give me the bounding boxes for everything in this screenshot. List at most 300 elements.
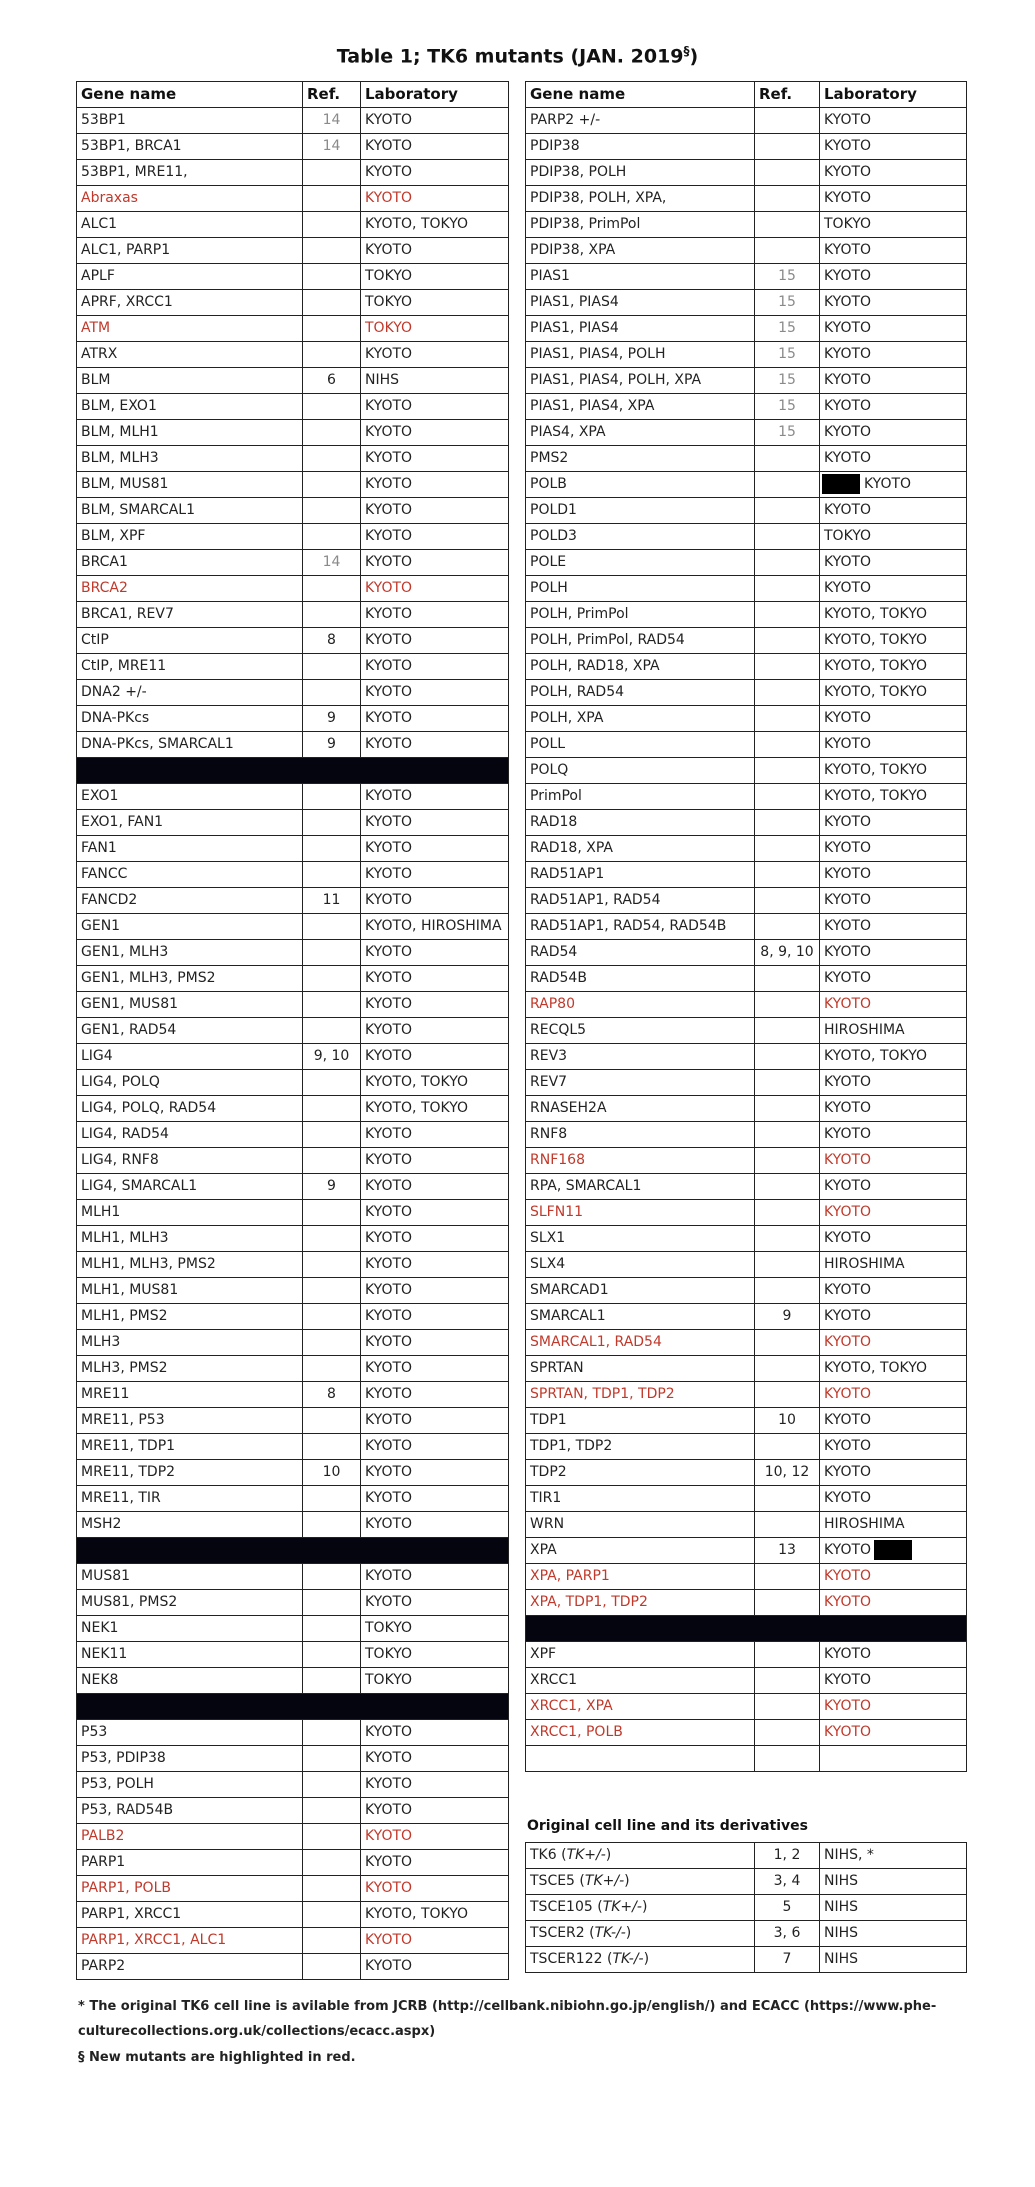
laboratory-label: KYOTO, HIROSHIMA <box>365 918 502 934</box>
table-row <box>526 1226 967 1252</box>
gene-name-cell: MLH1 <box>77 1200 303 1226</box>
table-row <box>77 550 509 576</box>
gene-name-cell: APLF <box>77 264 303 290</box>
laboratory-cell <box>361 238 509 264</box>
ref-cell <box>303 290 361 316</box>
table-row <box>526 1538 967 1564</box>
laboratory-label: KYOTO <box>824 1152 872 1168</box>
table-row <box>77 498 509 524</box>
gene-name-cell: BLM, MLH3 <box>77 446 303 472</box>
table-row <box>526 888 967 914</box>
laboratory-label: KYOTO <box>365 1958 413 1974</box>
laboratory-cell <box>361 1356 509 1382</box>
laboratory-label: KYOTO <box>365 1412 413 1428</box>
ref-cell <box>755 1148 820 1174</box>
highlight-note: § New mutants are highlighted in red. <box>78 2050 356 2065</box>
gene-name-cell: MUS81, PMS2 <box>77 1590 303 1616</box>
table-row <box>77 524 509 550</box>
table-row <box>77 160 509 186</box>
table-row <box>77 108 509 134</box>
gene-name-cell: FAN1 <box>77 836 303 862</box>
laboratory-label: KYOTO <box>365 632 413 648</box>
gene-name-cell: RNF8 <box>526 1122 755 1148</box>
table-row <box>526 238 967 264</box>
cell-line-name: TSCER2 <box>530 1925 585 1941</box>
laboratory-label: KYOTO <box>365 1724 413 1740</box>
table-row <box>77 862 509 888</box>
table-row <box>526 1843 967 1869</box>
ref-cell <box>755 1174 820 1200</box>
ref-cell: 14 <box>303 550 361 576</box>
laboratory-cell <box>361 1252 509 1278</box>
ref-cell <box>303 1018 361 1044</box>
table-row <box>77 1304 509 1330</box>
table-row <box>77 628 509 654</box>
laboratory-label: KYOTO <box>824 996 872 1012</box>
table-row <box>77 264 509 290</box>
table-row <box>77 940 509 966</box>
ref-cell <box>303 316 361 342</box>
table-row <box>526 1200 967 1226</box>
laboratory-cell <box>820 342 967 368</box>
ref-cell <box>755 446 820 472</box>
gene-name-cell: GEN1, MLH3, PMS2 <box>77 966 303 992</box>
laboratory-label: KYOTO <box>365 892 413 908</box>
laboratory-cell <box>820 368 967 394</box>
gene-name-cell: EXO1 <box>77 784 303 810</box>
laboratory-cell <box>361 836 509 862</box>
laboratory-cell <box>820 1538 967 1564</box>
cell-line-cell <box>526 1895 755 1921</box>
laboratory-label: KYOTO <box>365 996 413 1012</box>
table-row <box>526 628 967 654</box>
genotype-label: (TK+/-) <box>574 1873 630 1889</box>
ref-cell <box>303 498 361 524</box>
gene-name-cell: EXO1, FAN1 <box>77 810 303 836</box>
ref-cell <box>303 394 361 420</box>
table-row <box>526 1486 967 1512</box>
gene-name-cell: WRN <box>526 1512 755 1538</box>
gene-name-cell: PIAS4, XPA <box>526 420 755 446</box>
gene-name-cell: CtIP, MRE11 <box>77 654 303 680</box>
laboratory-cell <box>820 472 967 498</box>
laboratory-cell <box>361 368 509 394</box>
left-mutant-table <box>76 81 509 1980</box>
table-row <box>77 238 509 264</box>
gene-name-cell: SLX1 <box>526 1226 755 1252</box>
gene-name-cell: BRCA1, REV7 <box>77 602 303 628</box>
table-row <box>526 1590 967 1616</box>
gene-name-cell: PMS2 <box>526 446 755 472</box>
laboratory-cell <box>361 1382 509 1408</box>
ref-cell <box>755 1720 820 1746</box>
ref-cell: 15 <box>755 290 820 316</box>
gene-name-cell: XPA, PARP1 <box>526 1564 755 1590</box>
ref-cell <box>303 1356 361 1382</box>
table-row <box>526 550 967 576</box>
gene-name-cell: POLH, PrimPol, RAD54 <box>526 628 755 654</box>
ref-cell: 10, 12 <box>755 1460 820 1486</box>
laboratory-label: KYOTO <box>824 1672 872 1688</box>
table-row <box>526 1746 967 1772</box>
table-row <box>77 706 509 732</box>
laboratory-header: Laboratory <box>820 82 967 108</box>
ref-cell <box>755 524 820 550</box>
laboratory-label: KYOTO <box>365 814 413 830</box>
laboratory-cell <box>361 134 509 160</box>
gene-name-cell <box>526 1746 755 1772</box>
laboratory-cell <box>361 1954 509 1980</box>
laboratory-cell <box>361 1642 509 1668</box>
laboratory-cell <box>361 264 509 290</box>
gene-name-cell: 53BP1 <box>77 108 303 134</box>
table-row <box>77 810 509 836</box>
gene-name-cell: SPRTAN, TDP1, TDP2 <box>526 1382 755 1408</box>
laboratory-label: KYOTO <box>824 268 872 284</box>
gene-name-cell: GEN1 <box>77 914 303 940</box>
gene-name-cell: RAD51AP1, RAD54 <box>526 888 755 914</box>
laboratory-label: KYOTO <box>365 684 413 700</box>
ref-cell <box>303 602 361 628</box>
laboratory-cell <box>361 1096 509 1122</box>
laboratory-cell <box>361 706 509 732</box>
laboratory-cell <box>820 1122 967 1148</box>
gene-name-cell: MLH1, PMS2 <box>77 1304 303 1330</box>
laboratory-cell <box>361 1798 509 1824</box>
availability-note: * The original TK6 cell line is avilable from JCRB (http://cellbank.nibiohn.go.jp/english/) and ECACC (https://www.phe-culturecollections.org.uk/collections/ecacc.aspx) <box>78 1999 937 2039</box>
gene-name-cell: PrimPol <box>526 784 755 810</box>
laboratory-cell <box>820 1070 967 1096</box>
laboratory-label: KYOTO <box>824 346 872 362</box>
table-row <box>77 888 509 914</box>
redaction-mark <box>874 1540 912 1560</box>
laboratory-label: KYOTO <box>824 1334 872 1350</box>
table-row <box>526 1018 967 1044</box>
table-row <box>526 472 967 498</box>
gene-name-cell: POLQ <box>526 758 755 784</box>
table-row <box>526 1174 967 1200</box>
laboratory-label: KYOTO <box>824 1282 872 1298</box>
gene-name-header: Gene name <box>526 82 755 108</box>
ref-cell <box>755 1486 820 1512</box>
laboratory-label: KYOTO <box>824 1386 872 1402</box>
laboratory-cell <box>820 888 967 914</box>
gene-name-cell: POLB <box>526 472 755 498</box>
ref-header: Ref. <box>755 82 820 108</box>
laboratory-cell <box>361 160 509 186</box>
ref-cell: 9 <box>303 1174 361 1200</box>
laboratory-label: KYOTO <box>365 164 413 180</box>
laboratory-cell <box>820 1694 967 1720</box>
table-row <box>526 316 967 342</box>
gene-name-cell: CtIP <box>77 628 303 654</box>
gene-name-cell: SPRTAN <box>526 1356 755 1382</box>
ref-cell <box>303 654 361 680</box>
table-row <box>526 1382 967 1408</box>
laboratory-cell <box>820 1642 967 1668</box>
laboratory-label: KYOTO, TOKYO <box>365 1100 469 1116</box>
gene-name-cell: DNA2 +/- <box>77 680 303 706</box>
ref-cell <box>755 758 820 784</box>
ref-cell <box>755 1382 820 1408</box>
gene-name-cell: P53, POLH <box>77 1772 303 1798</box>
laboratory-label: KYOTO <box>824 1594 872 1610</box>
laboratory-cell <box>361 498 509 524</box>
laboratory-cell <box>361 914 509 940</box>
table-row <box>526 1044 967 1070</box>
laboratory-label: KYOTO <box>824 502 872 518</box>
table-row <box>526 108 967 134</box>
ref-cell <box>755 992 820 1018</box>
ref-cell <box>755 602 820 628</box>
laboratory-cell <box>820 1668 967 1694</box>
laboratory-cell <box>361 966 509 992</box>
ref-cell <box>755 862 820 888</box>
gene-name-cell: PARP1, POLB <box>77 1876 303 1902</box>
ref-cell <box>303 1928 361 1954</box>
ref-cell <box>303 810 361 836</box>
laboratory-label: KYOTO <box>824 164 872 180</box>
table-row <box>526 1096 967 1122</box>
ref-cell <box>755 108 820 134</box>
gene-name-cell: APRF, XRCC1 <box>77 290 303 316</box>
laboratory-label: KYOTO <box>365 580 413 596</box>
table-row <box>526 420 967 446</box>
ref-cell: 15 <box>755 264 820 290</box>
laboratory-label: KYOTO <box>824 1074 872 1090</box>
table-row <box>77 1070 509 1096</box>
laboratory-label: KYOTO, TOKYO <box>365 216 469 232</box>
gene-name-cell: P53, RAD54B <box>77 1798 303 1824</box>
redaction-bar <box>77 758 509 784</box>
gene-name-cell: REV3 <box>526 1044 755 1070</box>
table-row <box>526 1434 967 1460</box>
ref-cell <box>303 1486 361 1512</box>
laboratory-cell <box>820 394 967 420</box>
table-row <box>77 472 509 498</box>
ref-cell <box>303 576 361 602</box>
gene-name-cell: POLH, PrimPol <box>526 602 755 628</box>
ref-cell <box>303 940 361 966</box>
laboratory-cell <box>361 1278 509 1304</box>
genotype-label: (TK-/-) <box>602 1951 650 1967</box>
laboratory-cell <box>361 1512 509 1538</box>
laboratory-cell <box>820 758 967 784</box>
laboratory-cell <box>361 1590 509 1616</box>
genotype-value: TK+/- <box>602 1899 642 1915</box>
gene-name-cell: 53BP1, BRCA1 <box>77 134 303 160</box>
laboratory-label: KYOTO <box>365 970 413 986</box>
gene-name-cell: MRE11, TIR <box>77 1486 303 1512</box>
table-row <box>77 342 509 368</box>
laboratory-label: TOKYO <box>824 216 872 232</box>
ref-cell <box>755 654 820 680</box>
laboratory-label: KYOTO <box>365 1152 413 1168</box>
table-row <box>77 1798 509 1824</box>
laboratory-label: KYOTO, TOKYO <box>824 684 928 700</box>
laboratory-label: KYOTO <box>365 710 413 726</box>
ref-cell <box>303 1798 361 1824</box>
gene-name-cell: BLM, MLH1 <box>77 420 303 446</box>
table-row <box>77 1044 509 1070</box>
table-row <box>77 446 509 472</box>
gene-name-cell: GEN1, RAD54 <box>77 1018 303 1044</box>
gene-name-cell: MRE11 <box>77 1382 303 1408</box>
table-row <box>526 758 967 784</box>
laboratory-cell <box>820 966 967 992</box>
laboratory-cell <box>820 1356 967 1382</box>
laboratory-cell <box>820 420 967 446</box>
ref-cell: 10 <box>303 1460 361 1486</box>
table-row <box>77 784 509 810</box>
table-row <box>526 160 967 186</box>
ref-cell <box>303 914 361 940</box>
table-row <box>77 654 509 680</box>
table-row <box>77 1512 509 1538</box>
laboratory-header: Laboratory <box>361 82 509 108</box>
table-row <box>526 446 967 472</box>
laboratory-label: KYOTO <box>365 866 413 882</box>
ref-cell <box>755 1668 820 1694</box>
table-row <box>77 134 509 160</box>
laboratory-cell <box>361 810 509 836</box>
ref-cell: 15 <box>755 316 820 342</box>
laboratory-label: KYOTO <box>824 736 872 752</box>
laboratory-cell <box>361 1720 509 1746</box>
laboratory-cell <box>361 1876 509 1902</box>
table-row <box>77 1122 509 1148</box>
table-row <box>77 1278 509 1304</box>
ref-cell <box>755 212 820 238</box>
laboratory-label: KYOTO <box>365 1022 413 1038</box>
laboratory-cell <box>361 316 509 342</box>
gene-name-cell: PIAS1 <box>526 264 755 290</box>
laboratory-cell <box>361 108 509 134</box>
laboratory-cell: NIHS <box>820 1947 967 1973</box>
ref-cell <box>755 1564 820 1590</box>
gene-name-cell: RNASEH2A <box>526 1096 755 1122</box>
table-row <box>526 992 967 1018</box>
ref-cell <box>303 966 361 992</box>
ref-cell: 9, 10 <box>303 1044 361 1070</box>
ref-cell <box>303 992 361 1018</box>
genotype-label: (TK+/-) <box>592 1899 648 1915</box>
gene-name-cell: MRE11, P53 <box>77 1408 303 1434</box>
gene-name-cell: PARP1 <box>77 1850 303 1876</box>
ref-cell: 8 <box>303 1382 361 1408</box>
laboratory-label: KYOTO, TOKYO <box>824 762 928 778</box>
gene-name-cell: TDP2 <box>526 1460 755 1486</box>
laboratory-label: KYOTO <box>824 1438 872 1454</box>
table-row <box>77 212 509 238</box>
laboratory-label: KYOTO <box>365 1438 413 1454</box>
genotype-value: TK-/- <box>594 1925 626 1941</box>
laboratory-cell <box>361 186 509 212</box>
laboratory-cell <box>820 1408 967 1434</box>
table-row <box>526 914 967 940</box>
laboratory-cell <box>361 940 509 966</box>
ref-cell: 11 <box>303 888 361 914</box>
ref-cell <box>303 1408 361 1434</box>
ref-header: Ref. <box>303 82 361 108</box>
laboratory-cell <box>361 992 509 1018</box>
ref-cell <box>755 888 820 914</box>
laboratory-label: KYOTO <box>365 1594 413 1610</box>
table-row <box>77 1356 509 1382</box>
ref-cell <box>303 1148 361 1174</box>
ref-cell <box>303 1070 361 1096</box>
laboratory-cell <box>361 784 509 810</box>
redaction-bar <box>77 1538 509 1564</box>
ref-cell: 14 <box>303 134 361 160</box>
laboratory-label: HIROSHIMA <box>824 1022 905 1038</box>
ref-cell <box>755 810 820 836</box>
ref-cell <box>755 1356 820 1382</box>
genotype-value: TK+/- <box>584 1873 625 1889</box>
gene-name-cell: SLFN11 <box>526 1200 755 1226</box>
laboratory-label: KYOTO <box>365 658 413 674</box>
ref-cell <box>303 1642 361 1668</box>
gene-name-header: Gene name <box>77 82 303 108</box>
laboratory-cell <box>361 680 509 706</box>
laboratory-label: TOKYO <box>365 320 413 336</box>
ref-cell <box>303 1200 361 1226</box>
laboratory-label: KYOTO, TOKYO <box>824 1360 928 1376</box>
gene-name-cell: POLH, XPA <box>526 706 755 732</box>
laboratory-cell <box>820 810 967 836</box>
laboratory-cell <box>361 1044 509 1070</box>
table-row <box>77 1746 509 1772</box>
gene-name-cell: PARP2 <box>77 1954 303 1980</box>
header-row <box>77 82 509 108</box>
gene-name-cell: PIAS1, PIAS4 <box>526 290 755 316</box>
gene-name-cell: RAD51AP1 <box>526 862 755 888</box>
gene-name-cell: RAD54B <box>526 966 755 992</box>
original-cell-line-table <box>525 1842 967 1973</box>
laboratory-cell <box>820 1590 967 1616</box>
table-row <box>77 186 509 212</box>
laboratory-label: KYOTO, TOKYO <box>365 1074 469 1090</box>
table-row <box>526 1947 967 1973</box>
ref-cell <box>755 472 820 498</box>
laboratory-label: KYOTO <box>824 918 872 934</box>
laboratory-cell <box>361 1304 509 1330</box>
laboratory-label: KYOTO <box>824 242 872 258</box>
laboratory-label: KYOTO <box>824 1568 872 1584</box>
table-row <box>77 992 509 1018</box>
table-row <box>526 784 967 810</box>
header-row <box>526 82 967 108</box>
gene-name-cell: PIAS1, PIAS4, POLH, XPA <box>526 368 755 394</box>
cell-line-cell <box>526 1947 755 1973</box>
ref-cell <box>755 550 820 576</box>
gene-name-cell: PARP1, XRCC1, ALC1 <box>77 1928 303 1954</box>
laboratory-label: KYOTO <box>365 242 413 258</box>
ref-cell <box>303 1096 361 1122</box>
gene-name-cell: LIG4 <box>77 1044 303 1070</box>
laboratory-cell <box>820 1460 967 1486</box>
laboratory-label: HIROSHIMA <box>824 1516 905 1532</box>
laboratory-label: KYOTO <box>365 138 413 154</box>
laboratory-label: KYOTO <box>365 840 413 856</box>
gene-name-cell: MSH2 <box>77 1512 303 1538</box>
genotype-value: TK-/- <box>612 1951 644 1967</box>
gene-name-cell: MLH1, MUS81 <box>77 1278 303 1304</box>
laboratory-cell <box>820 108 967 134</box>
gene-name-cell: POLL <box>526 732 755 758</box>
laboratory-cell <box>820 862 967 888</box>
gene-name-cell: SLX4 <box>526 1252 755 1278</box>
